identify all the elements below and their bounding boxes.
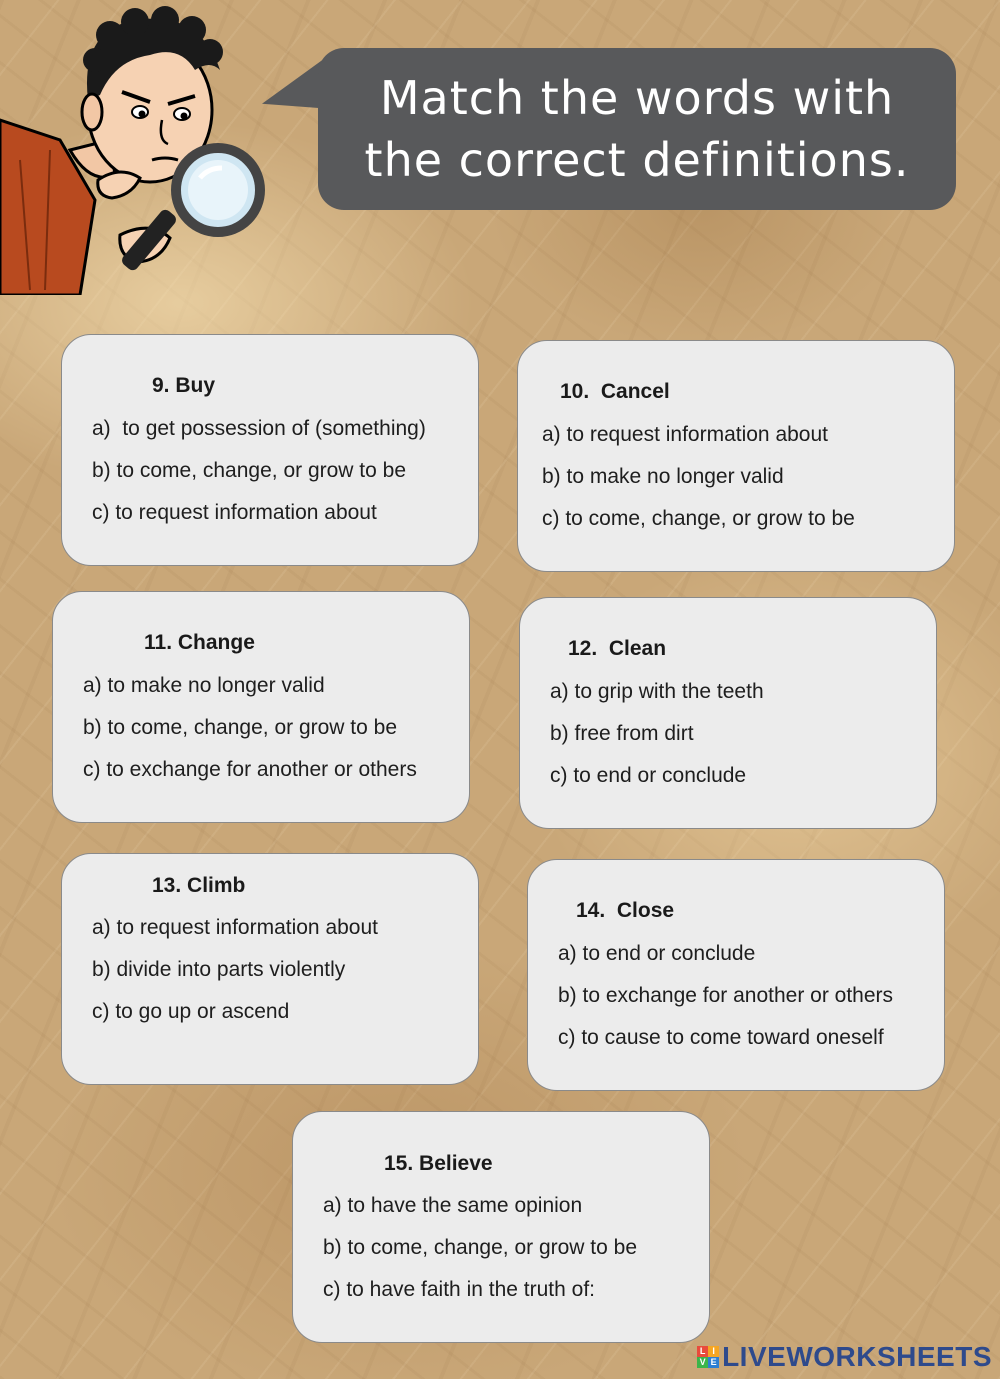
question-title: 14. Close [576,899,675,922]
option-c[interactable]: c) to go up or ascend [92,1000,290,1023]
question-card-11 [52,591,470,823]
option-a[interactable]: a) to get possession of (something) [92,417,426,440]
option-a[interactable]: a) to request information about [542,423,829,446]
question-card-9 [61,334,479,566]
option-b[interactable]: b) to exchange for another or others [558,984,894,1007]
option-b[interactable]: b) to make no longer valid [542,465,784,488]
option-c[interactable]: c) to have faith in the truth of: [323,1278,595,1301]
question-card-10 [517,340,955,572]
option-b[interactable]: b) to come, change, or grow to be [92,459,407,482]
option-c[interactable]: c) to come, change, or grow to be [542,507,855,530]
liveworksheets-mark-icon: L I V E [697,1346,719,1368]
option-c[interactable]: c) to exchange for another or others [83,758,417,781]
question-title: 15. Believe [384,1152,493,1175]
question-title: 10. Cancel [560,380,670,403]
option-a[interactable]: a) to have the same opinion [323,1194,583,1217]
option-b[interactable]: b) free from dirt [550,722,694,745]
option-c[interactable]: c) to cause to come toward oneself [558,1026,884,1049]
option-a[interactable]: a) to request information about [92,916,379,939]
detective-avatar-icon [0,0,290,295]
question-card-14 [527,859,945,1091]
option-a[interactable]: a) to make no longer valid [83,674,325,697]
option-a[interactable]: a) to grip with the teeth [550,680,764,703]
brand-name: LIVEWORKSHEETS [722,1341,992,1372]
question-title: 13. Climb [152,874,246,897]
option-b[interactable]: b) to come, change, or grow to be [83,716,398,739]
question-title: 11. Change [144,631,255,654]
speech-bubble [318,48,956,210]
question-card-15 [292,1111,710,1343]
option-b[interactable]: b) to come, change, or grow to be [323,1236,638,1259]
question-card-12 [519,597,937,829]
option-b[interactable]: b) divide into parts violently [92,958,346,981]
option-a[interactable]: a) to end or conclude [558,942,756,965]
question-title: 9. Buy [152,374,216,397]
liveworksheets-logo[interactable] [697,1341,992,1373]
instruction-line-2: the correct definitions. [364,133,910,187]
option-c[interactable]: c) to end or conclude [550,764,747,787]
question-card-13 [61,853,479,1085]
instruction-line-1: Match the words with [379,71,895,125]
option-c[interactable]: c) to request information about [92,501,377,524]
question-title: 12. Clean [568,637,667,660]
